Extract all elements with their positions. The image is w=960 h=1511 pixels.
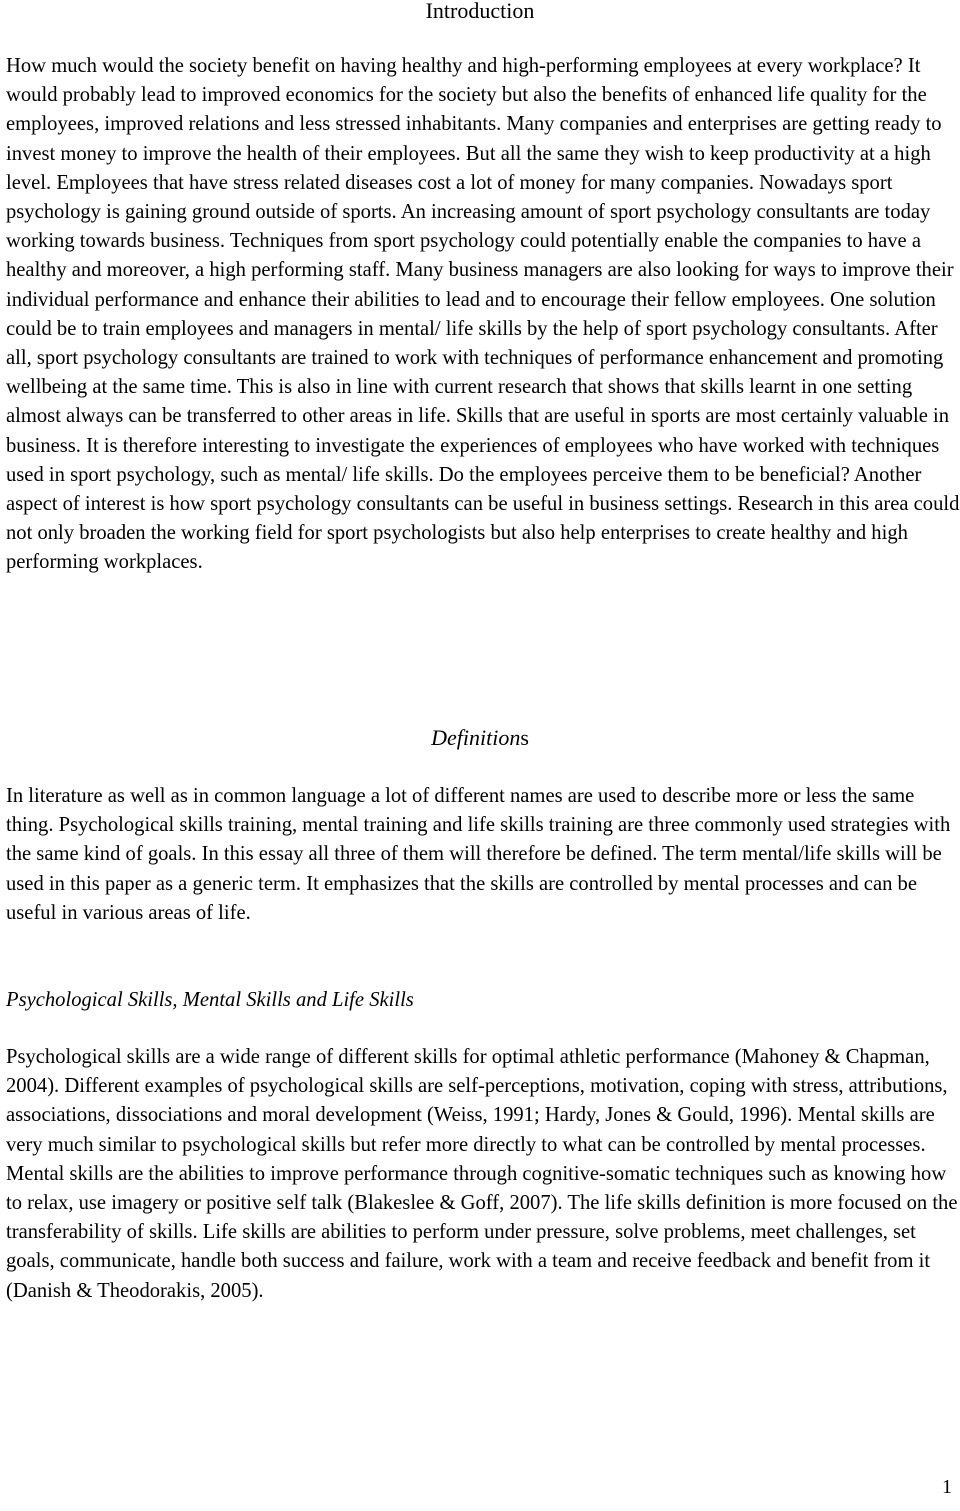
page-number: 1 xyxy=(942,1476,952,1498)
introduction-paragraph: How much would the society benefit on having healthy and high-performing employees at every workplace? It would probably lead to improved economics for the society but also the benefits of enhanced life quality for the employees, improved relations and less stressed inhabitants. Many companies and enterprises are getting ready to invest money to improve the health of their employees. But all the same they wish to keep productivity at a high level. Employees that have stress related diseases cost a lot of money for many companies. Nowadays sport psychology is gaining ground outside of sports. An increasing amount of sport psychology consultants are today working towards business. Techniques from sport psychology could potentially enable the companies to have a healthy and moreover, a high performing staff. Many business managers are also looking for ways to improve their individual performance and enhance their abilities to lead and to encourage their fellow employees. One solution could be to train employees and managers in mental/ life skills by the help of sport psychology consultants. After all, sport psychology consultants are trained to work with techniques of performance enhancement and promoting wellbeing at the same time. This is also in line with current research that shows that skills learnt in one setting almost always can be transferred to other areas in life. Skills that are useful in sports are most certainly valuable in business. It is therefore interesting to investigate the experiences of employees who have worked with techniques used in sport psychology, such as mental/ life skills. Do the employees perceive them to be beneficial? Another aspect of interest is how sport psychology consultants can be useful in business settings. Research in this area could not only broaden the working field for sport psychologists but also help enterprises to create healthy and high performing workplaces. xyxy=(6,55,960,574)
definitions-heading-suffix: s xyxy=(520,725,529,750)
definitions-heading-italic: Definition xyxy=(431,725,521,750)
definitions-heading xyxy=(0,727,960,749)
definitions-paragraph: In literature as well as in common language a lot of different names are used to describe more or less the same thing. Psychological skills training, mental training and life skills training are three commonly used strategies with the same kind of goals. In this essay all three of them will therefore be defined. The term mental/life skills will be used in this paper as a generic term. It emphasizes that the skills are controlled by mental processes and can be useful in various areas of life. xyxy=(6,785,951,924)
skills-paragraph: Psychological skills are a wide range of different skills for optimal athletic performance (Mahoney & Chapman, 2004). Different examples of psychological skills are self-perceptions, motivation, coping with stress, attributions, associations, dissociations and moral development (Weiss, 1991; Hardy, Jones & Gould, 1996). Mental skills are very much similar to psychological skills but refer more directly to what can be controlled by mental processes. Mental skills are the abilities to improve performance through cognitive-somatic techniques such as knowing how to relax, use imagery or positive self talk (Blakeslee & Goff, 2007). The life skills definition is more focused on the transferability of skills. Life skills are abilities to perform under pressure, solve problems, meet challenges, set goals, communicate, handle both success and failure, work with a team and receive feedback and benefit from it (Danish & Theodorakis, 2005). xyxy=(6,1046,958,1302)
skills-subheading: Psychological Skills, Mental Skills and Life Skills xyxy=(6,989,414,1011)
introduction-heading: Introduction xyxy=(425,0,535,23)
